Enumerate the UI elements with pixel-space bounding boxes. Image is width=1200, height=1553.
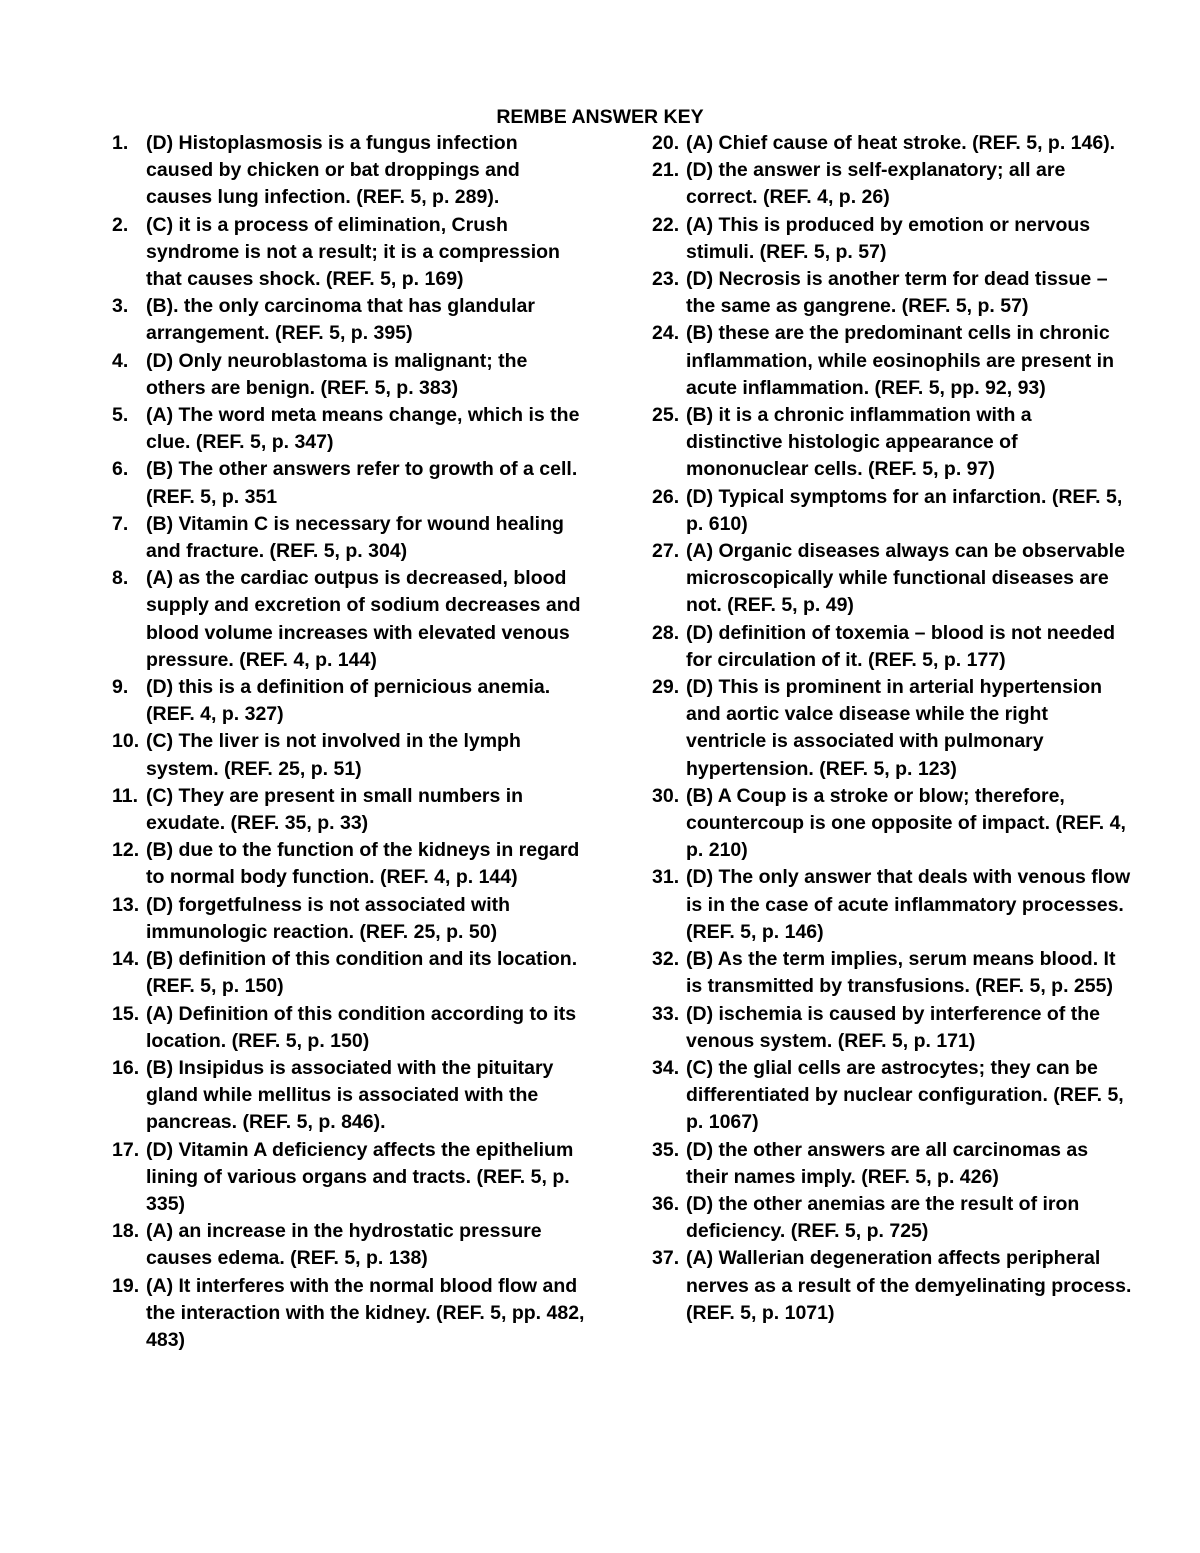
- answer-item: [112, 1273, 587, 1355]
- answer-text: (A) This is produced by emotion or nervous stimuli. (REF. 5, p. 57): [686, 213, 1091, 263]
- answer-number: 13.: [112, 893, 140, 916]
- answer-number: 22.: [652, 213, 680, 236]
- answer-number: 36.: [652, 1192, 680, 1215]
- answer-text: (A) It interferes with the normal blood flow and the interaction with the kidney. (REF. 5, pp. 482, 483): [146, 1274, 585, 1351]
- answer-number: 28.: [652, 621, 680, 644]
- answer-text: (A) Organic diseases always can be observable microscopically while functional diseases are not. (REF. 5, p. 49): [686, 540, 1125, 617]
- answer-text: (B) due to the function of the kidneys in regard to normal body function. (REF. 4, p. 144): [146, 839, 580, 889]
- answer-number: 9.: [112, 676, 129, 699]
- answer-text: (D) Histoplasmosis is a fungus infection caused by chicken or bat droppings and causes lung infection. (REF. 5, p. 289).: [146, 132, 520, 209]
- answer-number: 27.: [652, 540, 680, 563]
- answer-item: [112, 674, 587, 728]
- answer-number: 34.: [652, 1056, 680, 1079]
- answer-list-left: [112, 130, 587, 1354]
- answer-number: 18.: [112, 1220, 140, 1243]
- answer-number: 21.: [652, 159, 680, 182]
- answer-number: 32.: [652, 948, 680, 971]
- answer-item: [652, 484, 1132, 538]
- answer-text: (B) Insipidus is associated with the pituitary gland while mellitus is associated with the pancreas. (REF. 5, p. 846).: [146, 1056, 554, 1134]
- answer-item: [112, 402, 587, 456]
- answer-text: (D) the other anemias are the result of iron deficiency. (REF. 5, p. 725): [686, 1192, 1080, 1243]
- answer-item: [112, 293, 587, 347]
- answer-text: (D) This is prominent in arterial hypertension and aortic valce disease while the right ventricle is associated with pulmonary hypertension. (REF. 5, p. 123): [686, 676, 1103, 780]
- answer-text: (A) The word meta means change, which is the clue. (REF. 5, p. 347): [146, 404, 580, 454]
- answer-text: (D) the answer is self-explanatory; all are correct. (REF. 4, p. 26): [686, 159, 1066, 209]
- answer-number: 19.: [112, 1274, 140, 1297]
- answer-item: [652, 212, 1132, 266]
- answer-item: [112, 511, 587, 565]
- answer-text: (D) Typical symptoms for an infarction. (REF. 5, p. 610): [686, 485, 1123, 535]
- answer-item: [112, 837, 587, 891]
- answer-item: [112, 1218, 587, 1272]
- answer-text: (B) The other answers refer to growth of a cell. (REF. 5, p. 351: [146, 458, 578, 508]
- answer-text: (B) A Coup is a stroke or blow; therefore, countercoup is one opposite of impact. (REF. 4, p. 210): [686, 784, 1126, 862]
- answer-text: (B). the only carcinoma that has glandular arrangement. (REF. 5, p. 395): [146, 295, 535, 345]
- answer-text: (B) definition of this condition and its location. (REF. 5, p. 150): [146, 948, 578, 998]
- answer-number: 25.: [652, 404, 680, 427]
- answer-text: (A) Wallerian degeneration affects peripheral nerves as a result of the demyelinating process. (REF. 5, p. 1071): [686, 1247, 1132, 1324]
- answer-text: (B) it is a chronic inflammation with a distinctive histologic appearance of mononuclear cells. (REF. 5, p. 97): [686, 404, 1032, 481]
- answer-item: [652, 783, 1132, 865]
- answer-number: 33.: [652, 1002, 680, 1025]
- answer-number: 6.: [112, 458, 129, 481]
- answer-item: [652, 130, 1132, 157]
- answer-number: 23.: [652, 268, 680, 291]
- answer-number: 30.: [652, 784, 680, 807]
- answer-number: 10.: [112, 730, 140, 753]
- answer-item: [112, 565, 587, 674]
- answer-item: [112, 892, 587, 946]
- answer-item: [652, 864, 1132, 946]
- answer-item: [652, 157, 1132, 211]
- answer-number: 2.: [112, 213, 129, 236]
- answer-number: 16.: [112, 1056, 140, 1079]
- answer-number: 37.: [652, 1247, 680, 1270]
- answer-number: 4.: [112, 349, 129, 372]
- answer-item: [112, 456, 587, 510]
- answer-text: (B) As the term implies, serum means blood. It is transmitted by transfusions. (REF. 5, p. 255): [686, 948, 1116, 998]
- answer-number: 17.: [112, 1138, 140, 1161]
- answer-number: 12.: [112, 839, 140, 862]
- answer-number: 1.: [112, 132, 129, 154]
- answer-number: 7.: [112, 512, 129, 535]
- answer-text: (B) these are the predominant cells in chronic inflammation, while eosinophils are present in acute inflammation. (REF. 5, pp. 92, 93): [686, 322, 1115, 399]
- answer-item: [112, 1055, 587, 1137]
- answer-text: (D) Vitamin A deficiency affects the epithelium lining of various organs and tracts. (REF. 5, p. 335): [146, 1138, 574, 1215]
- answer-text: (C) it is a process of elimination, Crush syndrome is not a result; it is a compression that causes shock. (REF. 5, p. 169): [146, 213, 560, 291]
- answer-text: (D) forgetfulness is not associated with immunologic reaction. (REF. 25, p. 50): [146, 893, 511, 943]
- answer-text: (D) this is a definition of pernicious anemia. (REF. 4, p. 327): [146, 676, 551, 726]
- answer-item: [112, 946, 587, 1000]
- page-title: REMBE ANSWER KEY: [496, 106, 704, 128]
- answer-number: 8.: [112, 567, 129, 590]
- answer-number: 31.: [652, 866, 680, 889]
- answer-text: (A) Definition of this condition according to its location. (REF. 5, p. 150): [146, 1002, 577, 1052]
- answer-item: [652, 1245, 1132, 1327]
- answer-text: (D) Necrosis is another term for dead tissue – the same as gangrene. (REF. 5, p. 57): [686, 268, 1108, 318]
- answer-item: [112, 212, 587, 294]
- answer-item: [652, 320, 1132, 402]
- answer-item: [112, 728, 587, 782]
- answer-item: [112, 1001, 587, 1055]
- answer-item: [652, 1001, 1132, 1055]
- answer-list-right: [652, 130, 1132, 1327]
- answer-text: (A) an increase in the hydrostatic pressure causes edema. (REF. 5, p. 138): [146, 1220, 542, 1270]
- answer-number: 14.: [112, 948, 140, 971]
- answer-item: [112, 783, 587, 837]
- answer-number: 24.: [652, 322, 680, 345]
- answer-text: (C) the glial cells are astrocytes; they can be differentiated by nuclear configuration. (REF. 5, p. 1067): [686, 1056, 1124, 1134]
- answer-number: 35.: [652, 1138, 680, 1161]
- answer-number: 11.: [112, 784, 139, 807]
- answer-text: (C) They are present in small numbers in exudate. (REF. 35, p. 33): [146, 784, 524, 835]
- answer-text: (D) the other answers are all carcinomas as their names imply. (REF. 5, p. 426): [686, 1138, 1089, 1188]
- answer-text: (A) Chief cause of heat stroke. (REF. 5, p. 146).: [686, 132, 1116, 154]
- answer-item: [652, 946, 1132, 1000]
- answer-number: 5.: [112, 404, 129, 427]
- answer-item: [652, 674, 1132, 783]
- answer-number: 20.: [652, 132, 680, 154]
- answer-number: 3.: [112, 295, 129, 318]
- answer-item: [652, 402, 1132, 484]
- answer-item: [112, 130, 587, 212]
- answer-text: (D) The only answer that deals with venous flow is in the case of acute inflammatory processes. (REF. 5, p. 146): [686, 866, 1131, 943]
- answer-number: 26.: [652, 485, 680, 508]
- answer-item: [652, 1191, 1132, 1245]
- answer-number: 29.: [652, 676, 680, 699]
- answer-item: [652, 538, 1132, 620]
- answer-text: (A) as the cardiac outpus is decreased, blood supply and excretion of sodium decreases and blood volume increases with elevated venous pressure. (REF. 4, p. 144): [146, 567, 581, 671]
- answer-item: [652, 1137, 1132, 1191]
- answer-text: (D) ischemia is caused by interference of the venous system. (REF. 5, p. 171): [686, 1002, 1100, 1052]
- answer-item: [652, 266, 1132, 320]
- answer-item: [112, 348, 587, 402]
- answer-number: 15.: [112, 1002, 140, 1025]
- answer-item: [112, 1137, 587, 1219]
- answer-text: (D) Only neuroblastoma is malignant; the others are benign. (REF. 5, p. 383): [146, 349, 528, 399]
- answer-text: (C) The liver is not involved in the lymph system. (REF. 25, p. 51): [146, 730, 521, 780]
- answer-text: (B) Vitamin C is necessary for wound healing and fracture. (REF. 5, p. 304): [146, 512, 564, 563]
- answer-text: (D) definition of toxemia – blood is not needed for circulation of it. (REF. 5, p. 177): [686, 621, 1115, 671]
- answer-item: [652, 620, 1132, 674]
- answer-item: [652, 1055, 1132, 1137]
